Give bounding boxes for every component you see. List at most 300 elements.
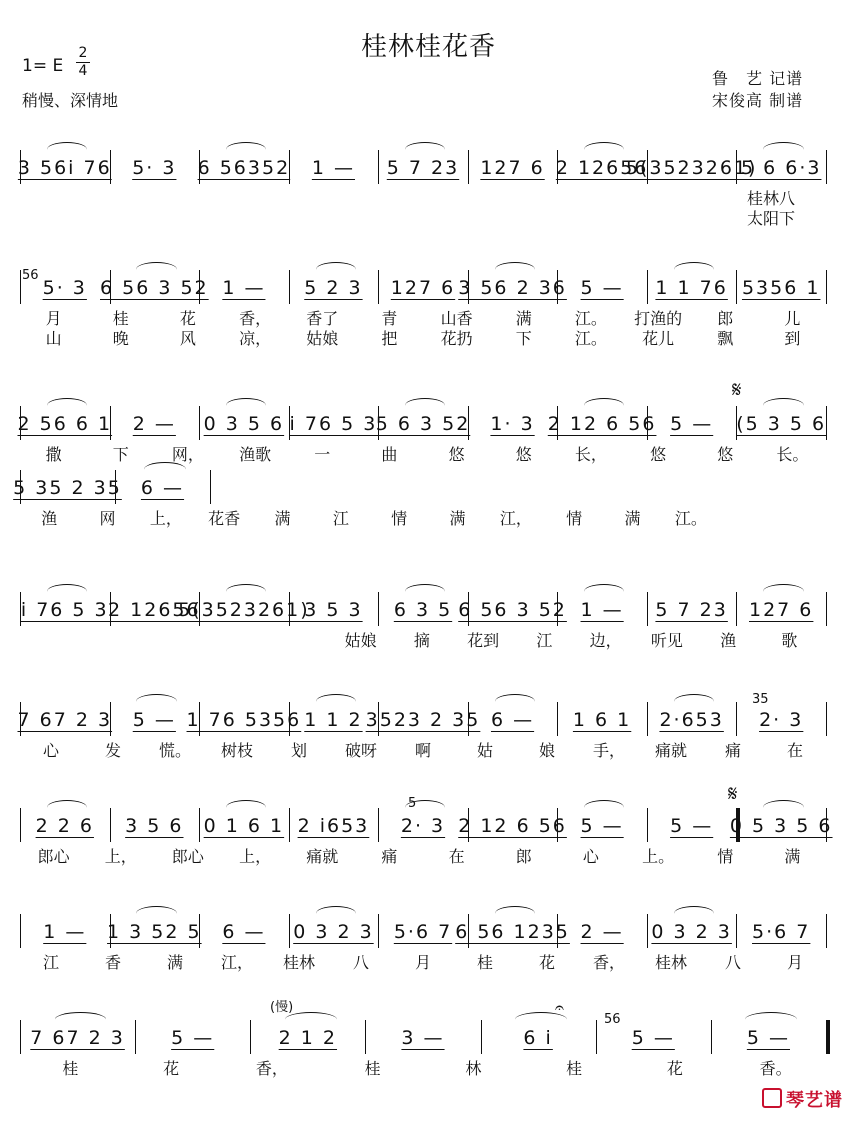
lyric-syllable: 江。 <box>674 509 707 528</box>
bar-line <box>20 1020 21 1054</box>
bar-line <box>20 914 21 948</box>
measure: 0 3 2 3 <box>293 921 374 943</box>
lyric-syllable: 林 <box>465 1059 482 1078</box>
measure: 1 76 5356 <box>186 709 302 731</box>
slur-mark <box>316 694 356 709</box>
bar-line <box>110 808 111 842</box>
measure: 1 1 2 <box>304 709 363 731</box>
measure: 3 56 2 36 <box>458 277 567 299</box>
measure: 2 i653 <box>297 815 370 837</box>
measure: 2 12656 <box>555 157 649 179</box>
lyric-line <box>20 738 826 760</box>
lyric-syllable: 花香 <box>208 509 241 528</box>
bar-line <box>557 914 558 948</box>
measure: 0 3 5 6 <box>203 413 285 435</box>
lyric-syllable: 飘 <box>717 329 734 348</box>
measure: 6 — <box>222 921 266 943</box>
bar-line <box>826 150 827 184</box>
lyric-line <box>20 950 826 972</box>
bar-line <box>468 406 469 440</box>
measure: 5 7 23 <box>386 157 460 179</box>
lyric-syllable: 桂林八 <box>746 189 795 208</box>
bar-line <box>199 270 200 304</box>
bar-line <box>289 914 290 948</box>
lyric-syllable: 姑娘 <box>306 329 339 348</box>
bar-line <box>210 470 211 504</box>
grace-note: 56 <box>604 1012 621 1027</box>
lyric-syllable: 痛 <box>381 847 398 866</box>
measure: 2 1 2 <box>278 1027 338 1049</box>
lyric-syllable: 风 <box>179 329 196 348</box>
measure: 5 — <box>171 1027 215 1049</box>
lyric-syllable: 香， <box>592 953 625 972</box>
lyric-line <box>20 326 826 348</box>
lyric-syllable: 悠 <box>717 445 734 464</box>
bar-line <box>468 150 469 184</box>
bar-line <box>557 270 558 304</box>
bar-line <box>647 592 648 626</box>
measure: 5(3523261) <box>625 157 758 179</box>
lyric-syllable: 到 <box>784 329 801 348</box>
lyric-syllable: 花儿 <box>642 329 675 348</box>
measure: 1· 3 <box>490 413 535 435</box>
slur-mark <box>584 584 624 599</box>
lyric-syllable: 渔歌 <box>239 445 272 464</box>
lyric-syllable: 郎 <box>515 847 532 866</box>
bar-line <box>378 808 379 842</box>
lyric-syllable: 青 <box>381 309 398 328</box>
measure: 5(3523261) <box>178 599 310 621</box>
measure: 3 — <box>401 1027 445 1049</box>
measure: 6 56 3 52 <box>458 599 567 621</box>
lyric-syllable: 花到 <box>467 631 500 650</box>
slur-mark <box>47 142 87 157</box>
lyric-syllable: 慌。 <box>158 741 191 760</box>
lyric-syllable: 树枝 <box>220 741 253 760</box>
slur-mark <box>405 398 445 413</box>
measure: 3 56i 76 <box>17 157 112 179</box>
lyric-syllable: 上， <box>149 509 182 528</box>
measure: 6 56 3 52 <box>100 277 209 299</box>
bar-line <box>557 702 558 736</box>
measure: 127 6 <box>390 277 456 299</box>
lyric-syllable: 桂 <box>112 309 129 328</box>
bar-line <box>115 470 116 504</box>
lyric-syllable: 郎心 <box>171 847 204 866</box>
lyric-syllable: 花 <box>163 1059 180 1078</box>
lyric-syllable: 痛 <box>724 741 741 760</box>
lyric-line <box>20 306 826 328</box>
bar-line <box>378 150 379 184</box>
lyric-line <box>20 506 826 528</box>
lyric-syllable: 香， <box>239 309 272 328</box>
lyric-syllable: 晚 <box>112 329 129 348</box>
bar-line <box>289 592 290 626</box>
measure: 6 3 5 <box>393 599 453 621</box>
measure: 1 3 52 5 <box>107 921 202 943</box>
slur-mark <box>495 262 535 277</box>
measure: 5 — <box>580 815 624 837</box>
lyric-syllable: 香。 <box>759 1059 792 1078</box>
measure: 5 — <box>670 815 714 837</box>
measure: 5 7 23 <box>655 599 728 621</box>
bar-line <box>289 150 290 184</box>
tempo-annotation: (慢) <box>270 1000 294 1015</box>
measure: 6 — <box>140 477 185 499</box>
lyric-syllable: 歌 <box>781 631 798 650</box>
staff-line <box>20 1018 826 1058</box>
lyric-syllable: 八 <box>724 953 741 972</box>
song-title: 桂林桂花香 <box>360 32 496 62</box>
slur-mark <box>763 142 803 157</box>
slur-mark <box>495 906 535 921</box>
slur-mark <box>584 398 624 413</box>
lyric-syllable: 满 <box>449 509 466 528</box>
credit-notation: 鲁 艺 记谱 <box>712 69 804 88</box>
lyric-syllable: 满 <box>274 509 291 528</box>
lyric-syllable: 悠 <box>650 445 667 464</box>
grace-note: 35 <box>752 692 769 707</box>
lyric-syllable: 情 <box>717 847 734 866</box>
bar-line <box>378 914 379 948</box>
staff-line <box>17 404 827 444</box>
lyric-syllable: 上， <box>239 847 272 866</box>
measure: 127 6 <box>480 157 545 179</box>
lyric-syllable: 花 <box>666 1059 683 1078</box>
lyric-line <box>20 628 826 650</box>
slur-mark <box>584 800 624 815</box>
lyric-syllable: 边， <box>589 631 622 650</box>
slur-mark <box>405 584 445 599</box>
lyric-syllable: 听见 <box>650 631 683 650</box>
slur-mark <box>136 262 176 277</box>
measure: 5 6 6·3 <box>740 157 822 179</box>
slur-mark <box>226 800 266 815</box>
measure: 1 — <box>222 277 266 299</box>
bar-line <box>826 808 827 842</box>
slur-mark <box>495 694 535 709</box>
lyric-syllable: 渔 <box>720 631 737 650</box>
measure: 6 — <box>490 709 535 731</box>
measure: 2 — <box>580 921 624 943</box>
lyric-syllable: 情 <box>391 509 408 528</box>
slur-mark <box>763 584 803 599</box>
lyric-syllable: 长。 <box>776 445 809 464</box>
tempo-marking: 稍慢、深情地 <box>22 91 119 110</box>
lyric-syllable: 下 <box>515 329 532 348</box>
bar-line <box>289 270 290 304</box>
bar-line <box>199 406 200 440</box>
lyric-syllable: 渔 <box>41 509 58 528</box>
bar-line <box>596 1020 597 1054</box>
measure: 2 12 6 56 <box>458 815 567 837</box>
lyric-syllable: 月 <box>786 953 803 972</box>
lyric-syllable: 把 <box>381 329 398 348</box>
logo-text: 琴艺谱 <box>786 1090 843 1111</box>
lyric-syllable: 满 <box>166 953 183 972</box>
staff-line <box>20 268 826 308</box>
bar-line <box>647 808 648 842</box>
measure: 2·653 <box>659 709 724 731</box>
lyric-syllable: 在 <box>786 741 803 760</box>
lyric-syllable: 香了 <box>306 309 339 328</box>
key-signature: 1= E <box>22 56 64 76</box>
lyric-syllable: 一 <box>314 445 331 464</box>
lyric-syllable: 手， <box>592 741 625 760</box>
measure: 5 35 2 35 <box>13 477 122 499</box>
measure: 5 2 3 <box>304 277 363 299</box>
time-bottom: 4 <box>78 63 88 79</box>
slur-mark <box>584 142 624 157</box>
lyric-line <box>20 186 826 208</box>
measure: 5 6 3 52 <box>375 413 471 435</box>
lyric-syllable: 花扔 <box>440 329 473 348</box>
bar-line <box>378 270 379 304</box>
lyric-syllable: 桂 <box>566 1059 583 1078</box>
lyric-syllable: 姑娘 <box>344 631 377 650</box>
measure: 0 3 2 3 <box>651 921 732 943</box>
lyric-syllable: 下 <box>112 445 129 464</box>
bar-line <box>378 592 379 626</box>
measure: 5 — <box>132 709 176 731</box>
measure: 5356 1 <box>741 277 821 299</box>
slur-mark <box>226 142 266 157</box>
slur-mark <box>226 398 266 413</box>
lyric-syllable: 江 <box>42 953 59 972</box>
slur-mark <box>316 262 356 277</box>
lyric-syllable: 满 <box>784 847 801 866</box>
measure: 2 12656 <box>108 599 201 621</box>
bar-line <box>736 270 737 304</box>
staff-line <box>17 148 826 188</box>
staff-line <box>20 806 833 846</box>
measure: 6 i <box>523 1027 553 1049</box>
lyric-syllable: 凉， <box>239 329 272 348</box>
lyric-syllable: 满 <box>515 309 532 328</box>
measure: 5·6 7 <box>752 921 811 943</box>
bar-line <box>711 1020 712 1054</box>
lyric-syllable: 娘 <box>538 741 555 760</box>
lyric-syllable: 悠 <box>448 445 465 464</box>
slur-mark <box>316 906 356 921</box>
slur-mark <box>763 800 803 815</box>
slur-mark <box>55 1012 107 1027</box>
lyric-syllable: 江。 <box>574 329 607 348</box>
lyric-syllable: 心 <box>42 741 59 760</box>
measure: 0 1 6 1 <box>203 815 285 837</box>
measure: 1 — <box>580 599 624 621</box>
bar-line <box>365 1020 366 1054</box>
credit-typeset: 宋俊高 制谱 <box>712 91 804 110</box>
lyric-syllable: 曲 <box>381 445 398 464</box>
slur-mark <box>226 584 266 599</box>
lyric-syllable: 满 <box>624 509 641 528</box>
slur-mark <box>144 462 187 477</box>
bar-line <box>736 914 737 948</box>
measure: 1 — <box>43 921 87 943</box>
bar-line <box>289 808 290 842</box>
bar-line <box>826 914 827 948</box>
measure: 3 5 6 <box>125 815 184 837</box>
lyric-syllable: 桂 <box>62 1059 79 1078</box>
bar-line <box>468 702 469 736</box>
measure: 0 5 3 5 6 <box>729 815 833 837</box>
lyric-syllable: 江 <box>332 509 349 528</box>
lyric-syllable: 桂 <box>364 1059 381 1078</box>
bar-line <box>647 270 648 304</box>
lyric-syllable: 江， <box>220 953 253 972</box>
lyric-syllable: 香 <box>104 953 121 972</box>
measure: i 76 5 3 <box>289 413 378 435</box>
lyric-syllable: 江。 <box>574 309 607 328</box>
measure: (5 3 5 6 <box>736 413 827 435</box>
measure: 5· 3 <box>42 277 87 299</box>
lyric-syllable: 发 <box>104 741 121 760</box>
lyric-syllable: 长， <box>574 445 607 464</box>
logo-icon <box>762 1088 782 1108</box>
lyric-line <box>20 206 826 228</box>
lyric-syllable: 上， <box>104 847 137 866</box>
lyric-syllable: 破呀 <box>344 741 377 760</box>
measure: 1 6 1 <box>572 709 632 731</box>
measure: 2 2 6 <box>35 815 94 837</box>
bar-line <box>826 1020 830 1054</box>
lyric-syllable: 江， <box>499 509 532 528</box>
slur-mark <box>47 398 87 413</box>
bar-line <box>826 702 827 736</box>
bar-line <box>20 270 21 304</box>
staff-line <box>17 700 826 740</box>
lyric-syllable: 悠 <box>515 445 532 464</box>
grace-note: 5 <box>408 796 417 811</box>
bar-line <box>481 1020 482 1054</box>
lyric-syllable: 郎 <box>717 309 734 328</box>
staff-line <box>13 468 826 508</box>
lyric-line <box>20 844 826 866</box>
lyric-syllable: 月 <box>414 953 431 972</box>
segno-icon: 𝄋 <box>728 782 738 807</box>
slur-mark <box>745 1012 797 1027</box>
fermata-icon: 𝄐 <box>555 998 564 1017</box>
lyric-syllable: 痛就 <box>654 741 687 760</box>
slur-mark <box>674 262 714 277</box>
measure: 7 67 2 3 <box>17 709 113 731</box>
measure: 3523 2 35 <box>365 709 481 731</box>
slur-mark <box>763 398 803 413</box>
measure: 6 56 1235 <box>455 921 570 943</box>
lyric-syllable: 月 <box>45 309 62 328</box>
bar-line <box>736 592 737 626</box>
lyric-syllable: 桂林 <box>654 953 687 972</box>
measure: 3 5 3 <box>304 599 363 621</box>
lyric-syllable: 情 <box>566 509 583 528</box>
lyric-syllable: 心 <box>582 847 599 866</box>
measure: 5 — <box>580 277 624 299</box>
lyric-syllable: 网 <box>99 509 116 528</box>
lyric-syllable: 摘 <box>413 631 430 650</box>
slur-mark <box>136 694 176 709</box>
lyric-syllable: 划 <box>290 741 307 760</box>
bar-line <box>736 150 737 184</box>
bar-line <box>647 702 648 736</box>
bar-line <box>736 702 737 736</box>
lyric-syllable: 打渔的 <box>634 309 683 328</box>
segno-icon: 𝄋 <box>732 378 742 403</box>
slur-mark <box>136 906 176 921</box>
measure: 1 — <box>311 157 355 179</box>
staff-line <box>20 912 826 952</box>
grace-note: 56 <box>22 268 39 283</box>
lyric-syllable: 撒 <box>45 445 62 464</box>
lyric-syllable: 姑 <box>476 741 493 760</box>
measure: 5·6 7 <box>393 921 453 943</box>
site-logo <box>762 1086 843 1112</box>
measure: 5 — <box>631 1027 675 1049</box>
lyric-syllable: 山香 <box>440 309 473 328</box>
time-signature <box>76 46 90 79</box>
lyric-syllable: 桂 <box>476 953 493 972</box>
bar-line <box>250 1020 251 1054</box>
lyric-syllable: 江 <box>536 631 553 650</box>
lyric-syllable: 儿 <box>784 309 801 328</box>
lyric-syllable: 香， <box>255 1059 288 1078</box>
measure: 5 — <box>746 1027 790 1049</box>
bar-line <box>647 406 648 440</box>
bar-line <box>135 1020 136 1054</box>
bar-line <box>557 592 558 626</box>
measure: 7 67 2 3 <box>30 1027 125 1049</box>
measure: 2· 3 <box>759 709 804 731</box>
lyric-syllable: 八 <box>352 953 369 972</box>
lyric-syllable: 网， <box>171 445 204 464</box>
bar-line <box>110 150 111 184</box>
measure: 2· 3 <box>400 815 446 837</box>
time-top: 2 <box>78 45 88 61</box>
slur-mark <box>47 584 87 599</box>
measure: 2 — <box>132 413 176 435</box>
lyric-syllable: 太阳下 <box>746 209 795 228</box>
lyric-syllable: 桂林 <box>282 953 315 972</box>
measure: 127 6 <box>749 599 814 621</box>
measure: 1 1 76 <box>655 277 728 299</box>
slur-mark <box>47 800 87 815</box>
lyric-line <box>20 1056 826 1078</box>
bar-line <box>289 702 290 736</box>
bar-line <box>826 270 827 304</box>
measure: 6 56352 <box>197 157 291 179</box>
slur-mark <box>674 906 714 921</box>
measure: 2 12 6 56 <box>547 413 657 435</box>
slur-mark <box>405 142 445 157</box>
bar-line <box>826 592 827 626</box>
bar-line <box>110 702 111 736</box>
lyric-syllable: 啊 <box>414 741 431 760</box>
lyric-syllable: 花 <box>538 953 555 972</box>
lyric-syllable: 在 <box>448 847 465 866</box>
lyric-syllable: 痛就 <box>306 847 339 866</box>
lyric-syllable: 山 <box>45 329 62 348</box>
lyric-syllable: 郎心 <box>37 847 70 866</box>
lyric-syllable: 花 <box>179 309 196 328</box>
measure: 5· 3 <box>132 157 177 179</box>
measure: 2 56 6 1 <box>17 413 113 435</box>
measure: i 76 5 3 <box>20 599 109 621</box>
lyric-syllable: 上。 <box>642 847 675 866</box>
bar-line <box>199 914 200 948</box>
bar-line <box>110 406 111 440</box>
staff-line <box>20 590 826 630</box>
bar-line <box>20 808 21 842</box>
